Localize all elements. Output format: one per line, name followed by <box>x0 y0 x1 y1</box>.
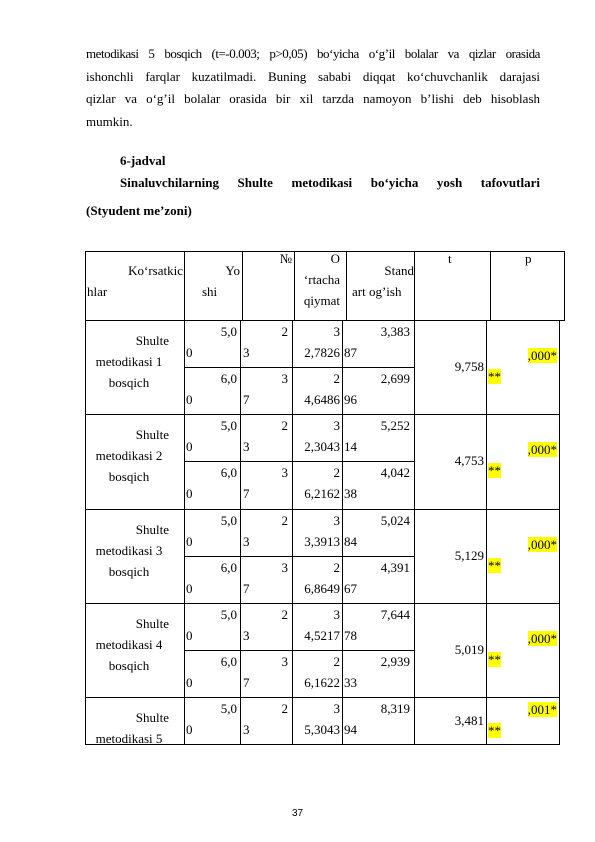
sd-cell: 38 <box>344 486 357 501</box>
n-cell: 3 <box>243 628 250 643</box>
age-cell: 0 <box>186 722 193 737</box>
p-value-text: ** <box>488 652 501 667</box>
header-p: p <box>525 251 532 266</box>
mean-cell: 3 <box>333 418 340 433</box>
sd-cell: 4,391 <box>380 560 410 575</box>
n-cell: 3 <box>281 371 288 386</box>
mean-cell: 2 <box>333 465 340 480</box>
sd-cell: 87 <box>344 345 357 360</box>
group-label: Shulte <box>135 710 169 725</box>
age-cell: 6,0 <box>220 371 237 386</box>
mean-cell: 2,3043 <box>304 439 340 454</box>
n-cell: 2 <box>281 324 288 339</box>
paragraph-line: mumkin. <box>86 113 133 129</box>
p-value <box>488 366 501 387</box>
p-value <box>488 439 557 460</box>
sd-cell: 2,699 <box>380 371 410 386</box>
header-sd <box>348 260 414 302</box>
age-cell: 6,0 <box>220 465 237 480</box>
t-value: 4,753 <box>454 453 484 468</box>
sd-cell: 67 <box>344 581 357 596</box>
p-value <box>488 555 501 576</box>
header-text: O <box>330 251 340 266</box>
p-value <box>488 720 501 741</box>
n-cell: 2 <box>281 418 288 433</box>
mean-cell: 6,1622 <box>304 675 340 690</box>
table-subtitle: (Styudent me’zoni) <box>86 203 192 218</box>
n-cell: 7 <box>243 581 250 596</box>
p-value-text: ,001* <box>527 701 557 717</box>
mean-cell: 2 <box>333 560 340 575</box>
group-label: bosqich <box>108 658 150 673</box>
mean-cell: 4,6486 <box>304 392 340 407</box>
group-label: bosqich <box>108 564 150 579</box>
mean-cell: 3 <box>333 701 340 716</box>
header-text: Yo <box>225 263 240 278</box>
n-cell: 3 <box>281 654 288 669</box>
p-value <box>488 628 557 649</box>
table-rule <box>242 251 243 321</box>
n-cell: 7 <box>243 675 250 690</box>
n-cell: 3 <box>243 534 250 549</box>
p-value <box>488 699 557 720</box>
mean-cell: 6,2162 <box>304 486 340 501</box>
age-cell: 5,0 <box>220 513 237 528</box>
p-value <box>488 345 557 366</box>
header-text: shi <box>202 284 218 299</box>
age-cell: 6,0 <box>220 654 237 669</box>
t-value: 3,481 <box>454 712 484 728</box>
table-rule <box>490 251 491 321</box>
paragraph-line: qizlar va o‘g’il bolalar orasida bir xil tarzda namoyon b’lishi deb hisoblash <box>86 91 540 106</box>
mean-cell: 3 <box>333 513 340 528</box>
group-label: bosqich <box>108 375 150 390</box>
t-value: 9,758 <box>454 359 484 374</box>
table-rule <box>292 320 293 745</box>
age-cell: 6,0 <box>220 560 237 575</box>
header-text: art og’ish <box>352 284 402 299</box>
age-cell: 0 <box>186 439 193 454</box>
table-rule <box>184 251 185 321</box>
age-cell: 0 <box>186 534 193 549</box>
age-cell: 0 <box>186 581 193 596</box>
header-mean <box>296 248 340 311</box>
n-cell: 7 <box>243 486 250 501</box>
table-rule <box>414 320 415 745</box>
paragraph-line: metodikasi 5 bosqich (t=-0.003; p>0,05) bo‘yicha o‘g’il bolalar va qizlar orasida <box>86 46 540 61</box>
table-rule <box>294 251 295 321</box>
header-indicators <box>87 260 183 302</box>
table-rule <box>184 320 185 745</box>
mean-cell: 3 <box>333 607 340 622</box>
p-value-text: ** <box>488 722 501 738</box>
paragraph-line: ishonchli farqlar kuzatilmadi. Buning sababi diqqat ko‘chuvchanlik darajasi <box>86 68 540 84</box>
sd-cell: 5,024 <box>380 513 410 528</box>
mean-cell: 2,7826 <box>304 345 340 360</box>
n-cell: 7 <box>243 392 250 407</box>
sd-cell: 14 <box>344 439 357 454</box>
p-value-text: ** <box>488 369 501 384</box>
page-number: 37 <box>291 808 304 819</box>
n-cell: 3 <box>243 345 250 360</box>
age-cell: 0 <box>186 675 193 690</box>
header-text: Ko‘rsatkic <box>128 263 183 278</box>
n-cell: 3 <box>243 439 250 454</box>
p-value-text: ** <box>488 558 501 573</box>
sd-cell: 7,644 <box>380 607 410 622</box>
group-label: metodikasi 1 <box>95 354 163 369</box>
t-value: 5,129 <box>454 548 484 563</box>
mean-cell: 3,3913 <box>304 534 340 549</box>
mean-cell: 4,5217 <box>304 628 340 643</box>
group-label: metodikasi 3 <box>95 543 163 558</box>
n-cell: 3 <box>281 465 288 480</box>
mean-cell: 2 <box>333 371 340 386</box>
group-label: Shulte <box>135 333 169 348</box>
age-cell: 5,0 <box>220 607 237 622</box>
group-label: Shulte <box>135 522 169 537</box>
n-cell: 3 <box>281 560 288 575</box>
table-number: 6-jadval <box>120 153 166 168</box>
sd-cell: 84 <box>344 534 357 549</box>
p-value-text: ** <box>488 463 501 478</box>
table-rule <box>342 320 343 745</box>
mean-cell: 5,3043 <box>304 722 340 737</box>
age-cell: 5,0 <box>220 701 237 716</box>
age-cell: 0 <box>186 628 193 643</box>
sd-cell: 8,319 <box>380 701 410 716</box>
table-rule <box>85 251 86 745</box>
group-label: bosqich <box>108 469 150 484</box>
header-text: hlar <box>87 284 108 299</box>
table-rule <box>559 320 560 745</box>
p-value-text: ,000* <box>527 442 557 457</box>
header-n: № <box>279 251 292 266</box>
mean-cell: 6,8649 <box>304 581 340 596</box>
sd-cell: 96 <box>344 392 357 407</box>
table-rule <box>346 251 347 321</box>
p-value-text: ,000* <box>527 631 557 646</box>
sd-cell: 33 <box>344 675 357 690</box>
sd-cell: 3,383 <box>380 324 410 339</box>
n-cell: 2 <box>281 701 288 716</box>
sd-cell: 4,042 <box>380 465 410 480</box>
p-value-text: ,000* <box>527 348 557 363</box>
body-paragraph <box>86 43 540 133</box>
age-cell: 0 <box>186 345 193 360</box>
header-text: ‘rtacha <box>303 272 340 287</box>
group-label: Shulte <box>135 616 169 631</box>
p-value-text: ,000* <box>527 537 557 552</box>
n-cell: 2 <box>281 607 288 622</box>
sd-cell: 2,939 <box>380 654 410 669</box>
age-cell: 5,0 <box>220 324 237 339</box>
group-label: metodikasi 4 <box>95 637 163 652</box>
mean-cell: 2 <box>333 654 340 669</box>
p-value <box>488 460 501 481</box>
age-cell: 0 <box>186 392 193 407</box>
table-rule <box>564 251 565 321</box>
header-age <box>186 260 240 302</box>
table-title: Sinaluvchilarning Shulte metodikasi bo‘yicha yosh tafovutlari <box>120 175 540 190</box>
mean-cell: 3 <box>333 324 340 339</box>
table-rule <box>414 251 415 321</box>
n-cell: 3 <box>243 722 250 737</box>
group-label: Shulte <box>135 427 169 442</box>
header-t: t <box>448 251 452 266</box>
n-cell: 2 <box>281 513 288 528</box>
sd-cell: 94 <box>344 722 357 737</box>
group-label: metodikasi 5 <box>95 731 163 746</box>
header-text: Stand <box>384 263 414 278</box>
p-value <box>488 534 557 555</box>
table-rule <box>240 320 241 745</box>
header-text: qiymat <box>303 293 340 308</box>
age-cell: 5,0 <box>220 418 237 433</box>
sd-cell: 5,252 <box>380 418 410 433</box>
table-rule <box>486 320 487 745</box>
sd-cell: 78 <box>344 628 357 643</box>
group-label: metodikasi 2 <box>95 448 163 463</box>
p-value <box>488 649 501 670</box>
age-cell: 0 <box>186 486 193 501</box>
t-value: 5,019 <box>454 642 484 657</box>
